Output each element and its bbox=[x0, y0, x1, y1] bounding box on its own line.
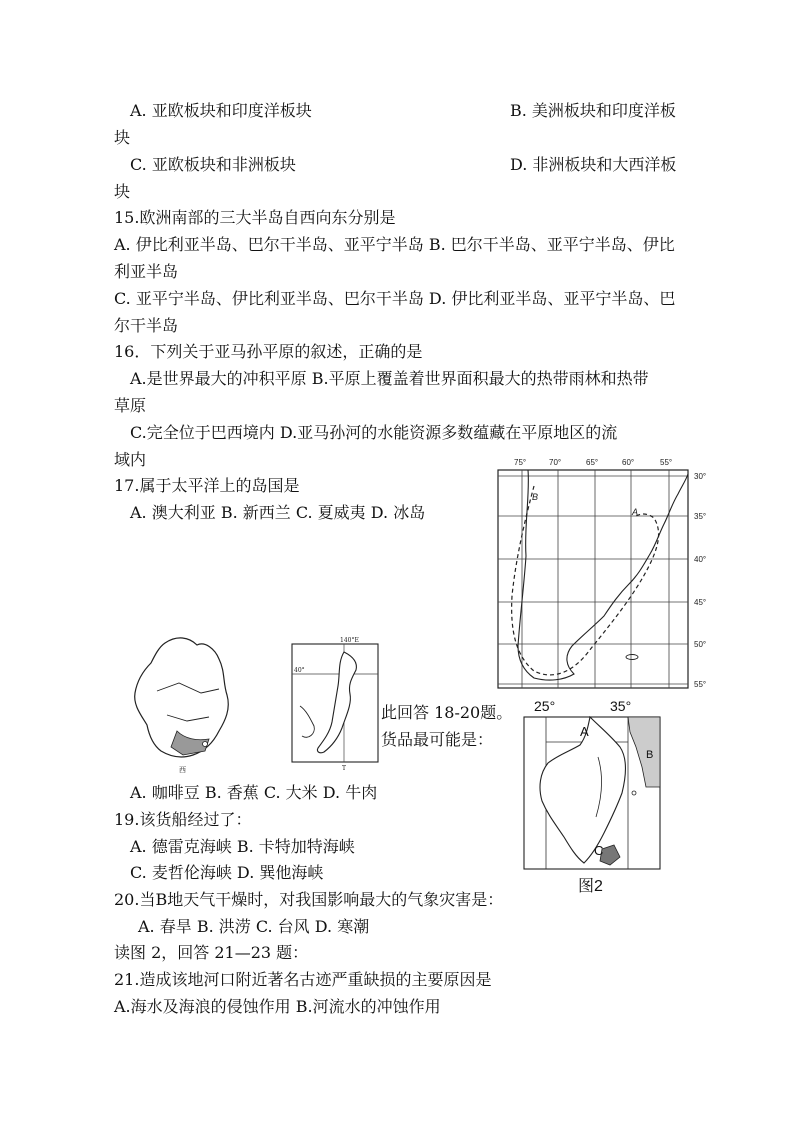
lat-label-35: 35° bbox=[694, 512, 707, 521]
q15-stem: 15.欧洲南部的三大半岛自西向东分别是 bbox=[114, 208, 396, 227]
q19-options-cd: C. 麦哲伦海峡 D. 巽他海峡 bbox=[130, 863, 324, 882]
q21-options: A.海水及海浪的侵蚀作用 B.河流水的冲蚀作用 bbox=[114, 997, 441, 1016]
q21-stem: 21.造成该地河口附近著名古迹严重缺损的主要原因是 bbox=[114, 970, 492, 989]
lat-label-50: 50° bbox=[694, 640, 707, 649]
q17-options: A. 澳大利亚 B. 新西兰 C. 夏威夷 D. 冰岛 bbox=[130, 503, 426, 522]
small-country-map bbox=[127, 631, 237, 776]
lon-label-55: 55° bbox=[660, 458, 673, 467]
map-point-b: B bbox=[532, 492, 539, 502]
small-map-1-label: 西 bbox=[179, 766, 186, 774]
q14-option-b-wrap: 块 bbox=[114, 128, 131, 147]
lat-label-45: 45° bbox=[694, 598, 707, 607]
small-map-2-top-label: 140°E bbox=[340, 637, 359, 644]
small-map-2-side-label: 40° bbox=[294, 667, 305, 674]
fig2-point-a: A bbox=[580, 724, 589, 739]
q15-options-ab: A. 伊比利亚半岛、巴尔干半岛、亚平宁半岛 B. 巴尔干半岛、亚平宁半岛、伊比 bbox=[114, 235, 675, 254]
q15-options-cd-wrap: 尔干半岛 bbox=[114, 316, 179, 335]
map-point-a: A bbox=[632, 507, 639, 517]
small-map-2-bottom-label: T bbox=[342, 765, 347, 772]
figure-2-map bbox=[518, 697, 668, 903]
q18-stem-tail: 货品最可能是： bbox=[381, 730, 494, 749]
q20-options: A. 春旱 B. 洪涝 C. 台风 D. 寒潮 bbox=[138, 917, 370, 936]
fig2-point-b: B bbox=[646, 749, 654, 761]
q14-option-b: B. 美洲板块和印度洋板 bbox=[510, 101, 676, 120]
q20-stem: 20.当B地天气干燥时，对我国影响最大的气象灾害是： bbox=[114, 890, 504, 909]
q15-options-cd: C. 亚平宁半岛、伊比利亚半岛、巴尔干半岛 D. 伊比利亚半岛、亚平宁半岛、巴 bbox=[114, 289, 676, 308]
fig2-point-c: C bbox=[594, 843, 604, 858]
fig2-lon-label-25: 25° bbox=[534, 698, 556, 714]
q19-stem: 19.该货船经过了： bbox=[114, 810, 252, 829]
q16-options-ab: A.是世界最大的冲积平原 B.平原上覆盖着世界面积最大的热带雨林和热带 bbox=[130, 369, 649, 388]
fig2-lon-label-35: 35° bbox=[610, 698, 632, 714]
lat-label-30: 30° bbox=[694, 472, 707, 481]
fig2-intro: 读图 2，回答 21—23 题： bbox=[114, 943, 309, 962]
q17-stem: 17.属于太平洋上的岛国是 bbox=[114, 476, 300, 495]
q14-option-a: A. 亚欧板块和印度洋板块 bbox=[130, 101, 312, 120]
small-island-map bbox=[286, 636, 386, 776]
lat-label-55: 55° bbox=[694, 680, 707, 689]
q14-option-d-wrap: 块 bbox=[114, 182, 131, 201]
q18-intro-tail: 此回答 18-20题。 bbox=[381, 703, 513, 722]
lon-label-60: 60° bbox=[622, 458, 635, 467]
south-america-route-map bbox=[494, 456, 716, 692]
lon-label-75: 75° bbox=[514, 458, 527, 467]
q15-options-ab-wrap: 利亚半岛 bbox=[114, 262, 179, 281]
lon-label-70: 70° bbox=[549, 458, 562, 467]
q16-options-cd-wrap: 域内 bbox=[114, 450, 147, 469]
q16-stem: 16．下列关于亚马孙平原的叙述，正确的是 bbox=[114, 342, 423, 361]
q14-option-c: C. 亚欧板块和非洲板块 bbox=[130, 155, 296, 174]
q19-options-ab: A. 德雷克海峡 B. 卡特加特海峡 bbox=[130, 837, 355, 856]
lat-label-40: 40° bbox=[694, 555, 707, 564]
fig2-caption: 图2 bbox=[578, 878, 603, 895]
q16-options-cd: C.完全位于巴西境内 D.亚马孙河的水能资源多数蕴藏在平原地区的流 bbox=[130, 423, 618, 442]
q14-option-d: D. 非洲板块和大西洋板 bbox=[510, 155, 677, 174]
q18-options: A. 咖啡豆 B. 香蕉 C. 大米 D. 牛肉 bbox=[130, 783, 378, 802]
q16-options-ab-wrap: 草原 bbox=[114, 396, 147, 415]
lon-label-65: 65° bbox=[586, 458, 599, 467]
